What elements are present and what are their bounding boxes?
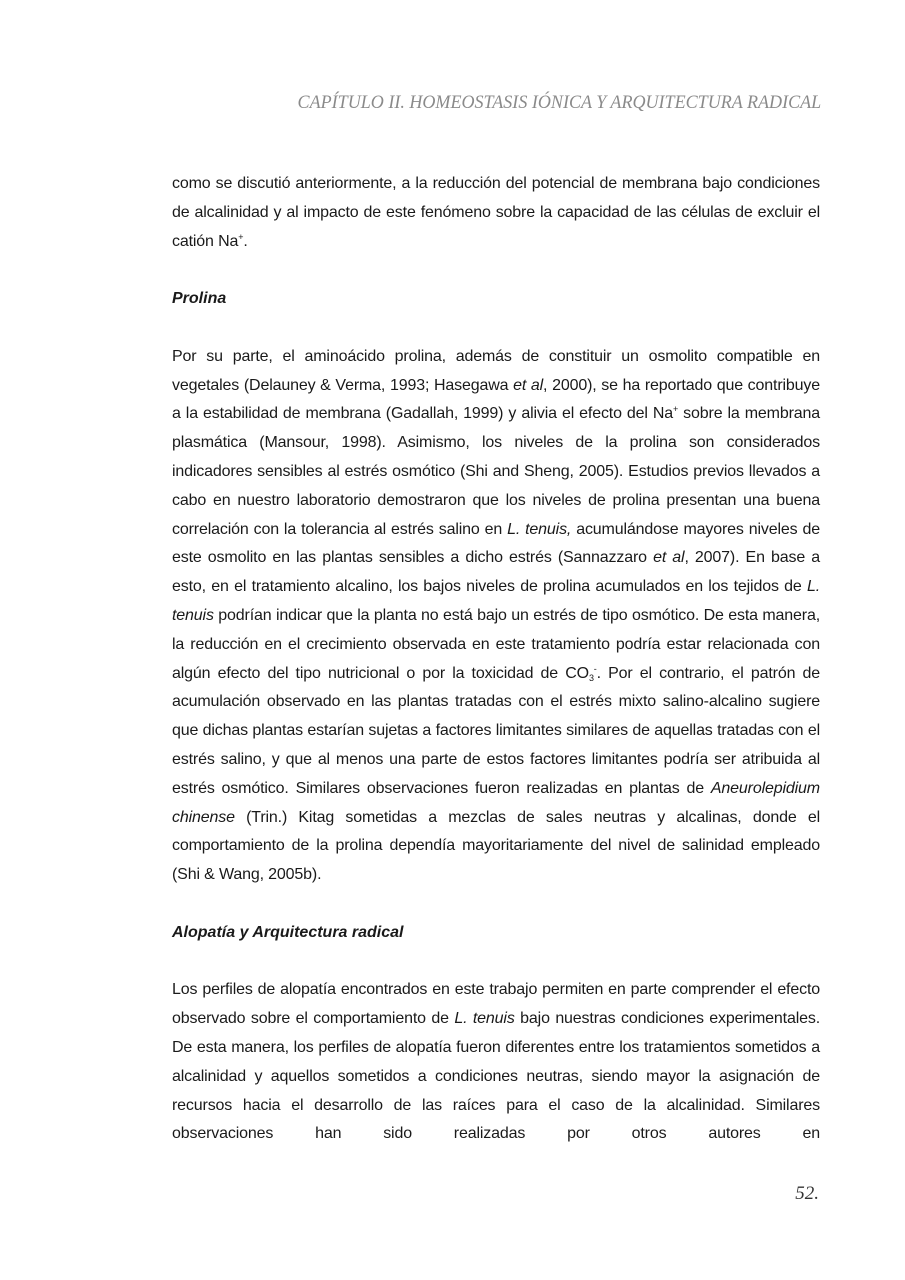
running-header: CAPÍTULO II. HOMEOSTASIS IÓNICA Y ARQUITECTURA RADICAL xyxy=(297,92,821,113)
text-run: Los perfiles de alopatía encontrados en este trabajo permiten en parte comprender el efecto observado sobre el comportamiento de xyxy=(172,981,820,1028)
intro-end: . xyxy=(243,232,248,250)
spacer xyxy=(172,948,820,977)
intro-paragraph xyxy=(172,170,820,256)
text-run: podrían indicar que la planta no está bajo un estrés de tipo osmótico. De esta manera, la reducción en el crecimiento observada en este tratamiento podría estar relacionada con algún efecto del tipo nutricional o por la toxicidad de CO xyxy=(172,606,820,682)
text-run: acumulándose mayores niveles de este osmolito en las plantas sensibles a dicho estrés (Sannazzaro xyxy=(172,520,820,567)
page-number: 52. xyxy=(795,1183,819,1204)
text-run: sobre la membrana plasmática (Mansour, 1998). Asimismo, los niveles de la prolina son considerados indicadores sensibles al estrés osmótico (Shi and Sheng, 2005). Estudios previos llevados a cabo en nuestro laboratorio demostraron que los niveles de prolina presentan una buena correlación con la tolerancia al estrés salino en xyxy=(172,405,820,538)
alopatia-paragraph xyxy=(172,976,820,1149)
spacer xyxy=(172,890,820,919)
text-run: bajo nuestras condiciones experimentales. De esta manera, los perfiles de alopatía fueron diferentes entre los tratamientos sometidos a alcalinidad y aquellos sometidos a condiciones neutras, siendo mayor la asignación de recursos hacia el desarrollo de las raíces para el caso de la alcalinidad. Similares observaciones han sido realizadas por otros autores en xyxy=(172,1010,821,1143)
intro-text: como se discutió anteriormente, a la reducción del potencial de membrana bajo condiciones de alcalinidad y al impacto de este fenómeno sobre la capacidad de las células de excluir el catión Na xyxy=(172,175,820,250)
text-run: , 2007). En base a esto, en el tratamiento alcalino, los bajos niveles de prolina acumulados en los tejidos de xyxy=(172,549,820,596)
superscript: + xyxy=(673,404,679,415)
spacer xyxy=(172,314,820,343)
superscript: + xyxy=(238,231,244,242)
text-run: , 2000), se ha reportado que contribuye a la estabilidad de membrana (Gadallah, 1999) y alivia el efecto del Na xyxy=(172,376,820,423)
species-name: Aneurolepidium chinense xyxy=(172,779,820,826)
italic-citation: et al xyxy=(653,549,685,567)
spacer xyxy=(172,256,820,285)
text-run: (Trin.) Kitag sometidas a mezclas de sales neutras y alcalinas, donde el comportamiento de la prolina dependía mayoritariamente del nivel de salinidad empleado (Shi & Wang, 2005b). xyxy=(172,808,820,884)
prolina-paragraph xyxy=(172,343,820,890)
italic-citation: et al xyxy=(513,376,544,394)
section-heading-prolina: Prolina xyxy=(172,290,227,308)
text-run: Por su parte, el aminoácido prolina, además de constituir un osmolito compatible en vegetales (Delauney & Verma, 1993; Hasegawa xyxy=(172,347,820,394)
section-heading-alopatia: Alopatía y Arquitectura radical xyxy=(172,923,404,941)
superscript: - xyxy=(593,663,597,674)
species-name: L. tenuis, xyxy=(507,520,572,538)
text-run: . Por el contrario, el patrón de acumulación observado en las plantas tratadas con el estrés mixto salino-alcalino sugiere que dichas plantas estarían sujetas a factores limitantes similares de aquellas tratadas con el estrés salino, y que al menos una parte de estos factores limitantes podría ser atribuida al estrés osmótico. Similares observaciones fueron realizadas en plantas de xyxy=(172,664,820,797)
species-name: L. tenuis xyxy=(172,578,820,624)
page-content xyxy=(172,170,820,1149)
species-name: L. tenuis xyxy=(454,1010,515,1028)
subscript: 3 xyxy=(588,672,594,683)
